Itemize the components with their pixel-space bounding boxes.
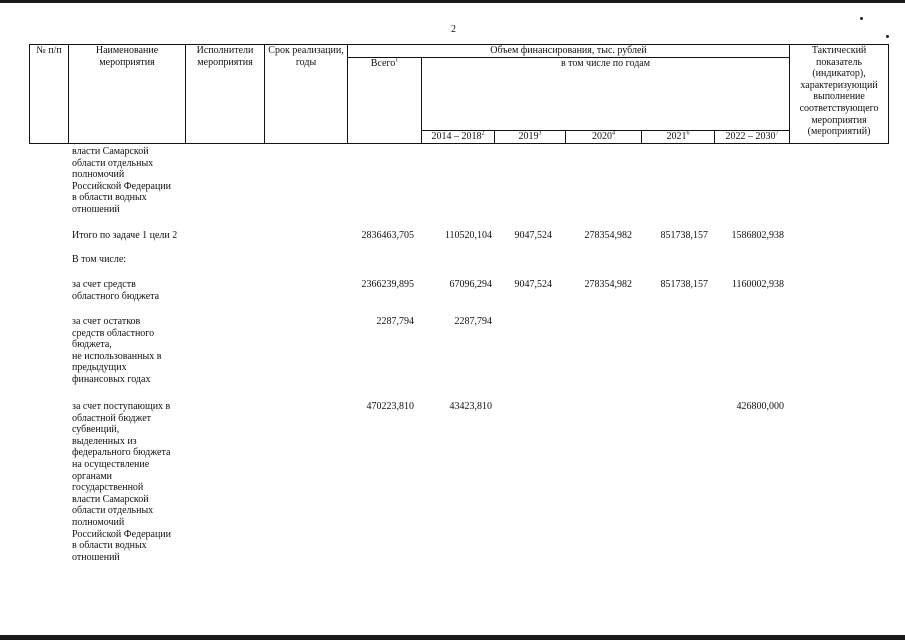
text-line: за счет остатков <box>72 316 141 327</box>
header-year-2019: 2019$^3$ <box>495 131 566 144</box>
text-line: не использованных в <box>72 350 162 362</box>
text-line: на осуществление <box>72 458 150 470</box>
text-line: полномочий <box>72 169 125 181</box>
header-indicator: Тактический показатель (индикатор), характеризующий выполнение соответствующего мероприятия (мероприятий) <box>790 45 889 144</box>
text-line: средств областного <box>72 327 155 339</box>
header-year-2021: 2021$^6$ <box>642 131 715 144</box>
text-line: областной бюджет <box>72 412 152 424</box>
total-2019: 9047,524 <box>514 230 552 241</box>
text-line: областного бюджета <box>72 290 160 302</box>
text-line: государственной <box>72 482 144 494</box>
total-row-label: Итого по задаче 1 цели 2 <box>72 230 178 241</box>
text-line: области отдельных <box>72 505 154 517</box>
total-2020: 278354,982 <box>584 230 632 241</box>
text-line: за счет поступающих в <box>72 401 171 412</box>
header-term: Срок реализации, годы <box>265 45 348 144</box>
header-total: Всего$^1$ <box>348 57 422 143</box>
text-line: предыдущих <box>72 362 127 374</box>
regional-2019: 9047,524 <box>514 279 552 290</box>
header-name: Наименование мероприятия <box>69 45 186 144</box>
text-line: бюджета, <box>72 339 112 351</box>
remainders-row-label <box>72 316 161 386</box>
text-line: Российской Федерации <box>72 528 172 540</box>
header-funding: Объем финансирования, тыс. рублей <box>348 45 790 58</box>
header-executors: Исполнители мероприятия <box>186 45 265 144</box>
text-line: федерального бюджета <box>72 447 171 459</box>
total-all: 2836463,705 <box>361 230 414 241</box>
continuation-text <box>72 146 171 216</box>
text-line: отношений <box>72 551 120 563</box>
total-2022-2030: 1586802,938 <box>731 230 784 241</box>
federal-2022-2030: 426800,000 <box>736 401 784 412</box>
text-line: выделенных из <box>72 435 137 447</box>
regional-2014-2018: 67096,294 <box>449 279 492 290</box>
text-line: власти Самарской <box>72 146 149 157</box>
text-line: полномочий <box>72 516 125 528</box>
text-line: Российской Федерации <box>72 180 172 192</box>
header-year-2020: 2020$^4$ <box>566 131 642 144</box>
header-by-years: в том числе по годам <box>422 57 790 131</box>
text-line: субвенций, <box>72 424 120 436</box>
text-line: финансовых годах <box>72 373 151 385</box>
text-line: за счет средств <box>72 279 136 290</box>
total-2021: 851738,157 <box>660 230 708 241</box>
remainders-2014-2018: 2287,794 <box>454 316 492 327</box>
regional-row-label <box>72 279 159 302</box>
text-line: органами <box>72 470 113 482</box>
remainders-all: 2287,794 <box>376 316 414 327</box>
regional-2021: 851738,157 <box>660 279 708 290</box>
total-2014-2018: 110520,104 <box>444 230 492 241</box>
text-line: в области водных <box>72 192 147 204</box>
scan-speck <box>886 35 889 38</box>
text-line: отношений <box>72 203 120 215</box>
scan-bottom-edge <box>0 635 905 640</box>
regional-2020: 278354,982 <box>584 279 632 290</box>
header-year-2014-2018: 2014 – 2018$^2$ <box>422 131 495 144</box>
text-line: в области водных <box>72 540 147 552</box>
text-line: области отдельных <box>72 157 154 169</box>
federal-all: 470223,810 <box>366 401 414 412</box>
page-number: 2 <box>451 24 456 35</box>
federal-2014-2018: 43423,810 <box>449 401 492 412</box>
scan-top-edge <box>0 0 905 3</box>
federal-row-label <box>72 401 171 563</box>
scan-speck <box>860 17 863 20</box>
text-line: власти Самарской <box>72 493 149 505</box>
including-label: В том числе: <box>72 254 127 265</box>
regional-2022-2030: 1160002,938 <box>731 279 784 290</box>
regional-all: 2366239,895 <box>361 279 414 290</box>
header-no: № п/п <box>30 45 69 144</box>
funding-table-header <box>29 44 889 144</box>
header-year-2022-2030: 2022 – 2030$^7$ <box>715 131 790 144</box>
